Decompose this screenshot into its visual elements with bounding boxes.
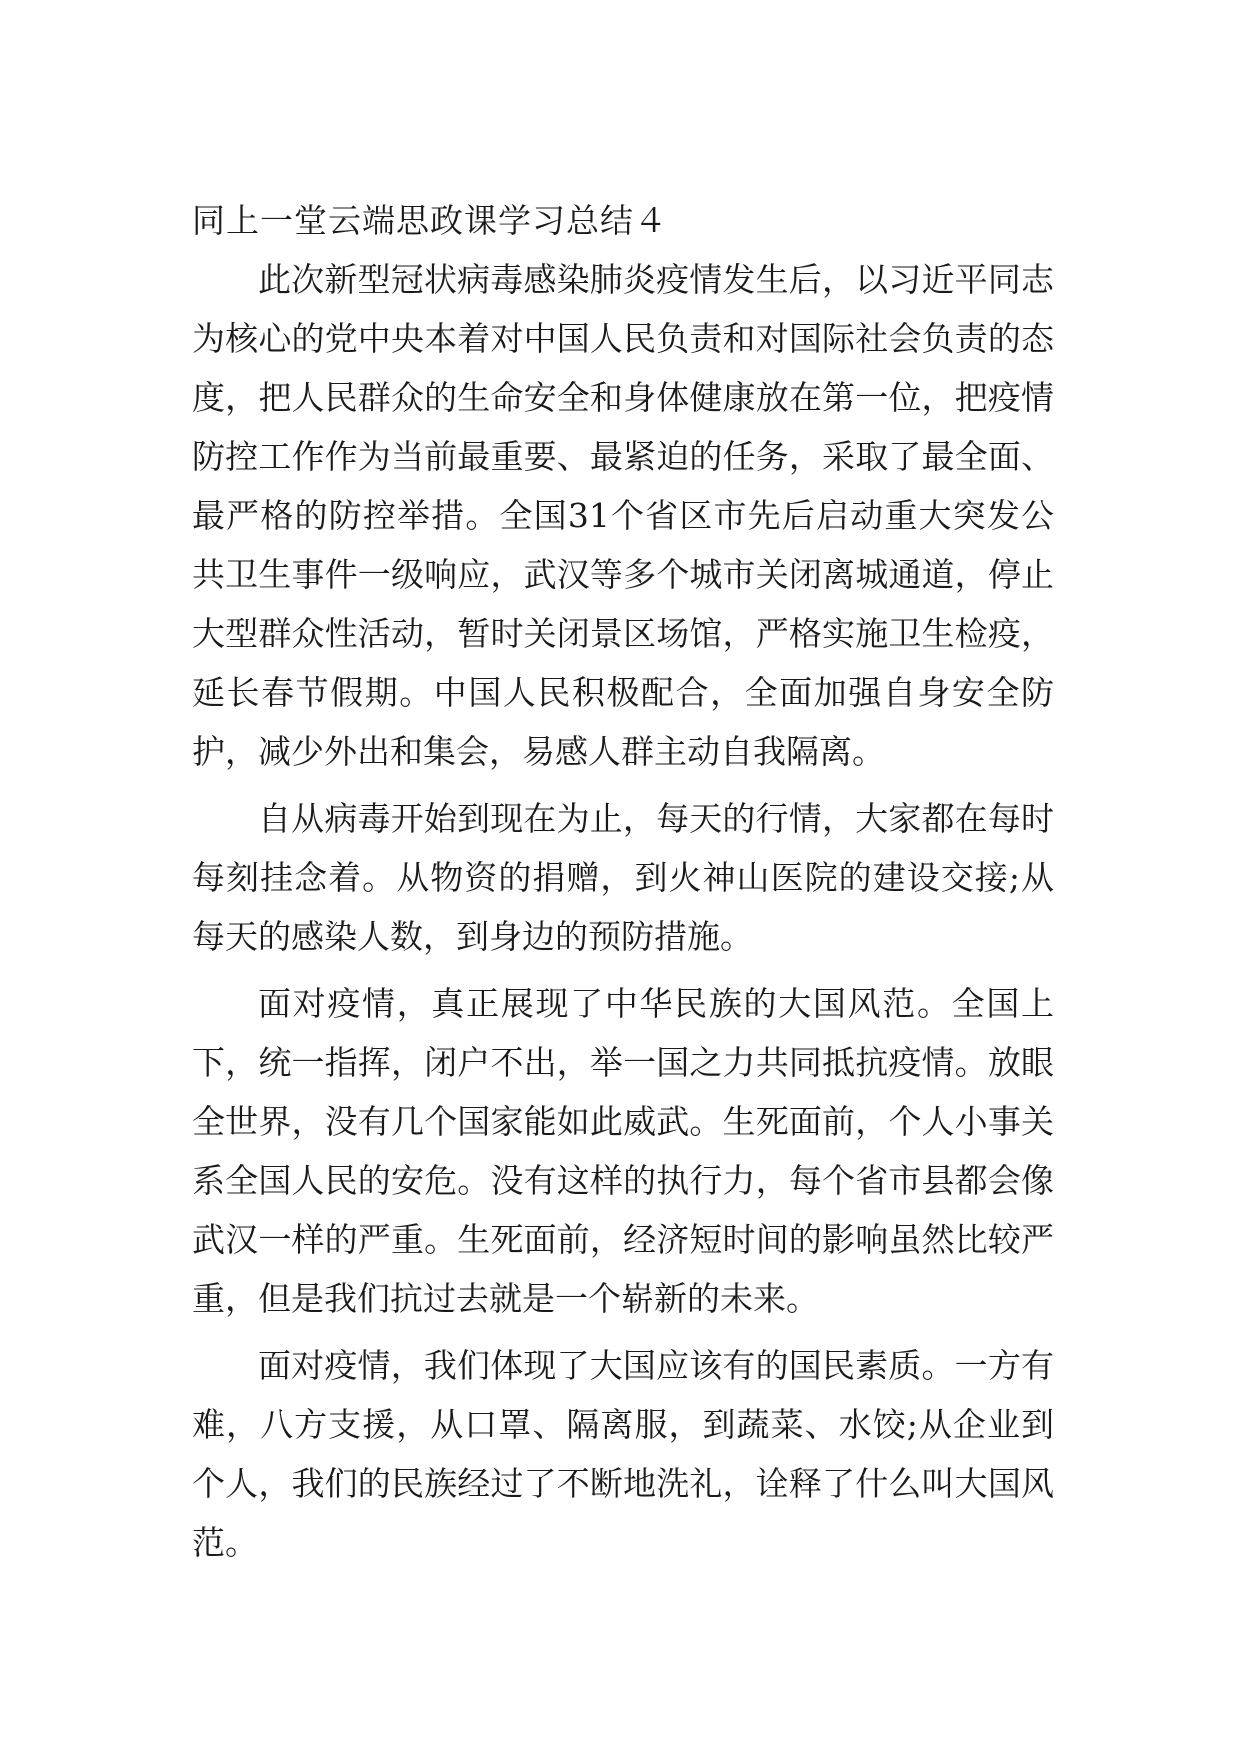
paragraph-3: 面对疫情，真正展现了中华民族的大国风范。全国上下，统一指挥，闭户不出，举一国之力共同抵抗疫情。放眼全世界，没有几个国家能如此威武。生死面前，个人小事关系全国人民的安危。没有这样的执行力，每个省市县都会像武汉一样的严重。生死面前，经济短时间的影响虽然比较严重，但是我们抗过去就是一个崭新的未来。 [192, 984, 1054, 1318]
paragraph-1: 此次新型冠状病毒感染肺炎疫情发生后，以习近平同志为核心的党中央本着对中国人民负责和对国际社会负责的态度，把人民群众的生命安全和身体健康放在第一位，把疫情防控工作作为当前最重要、最紧迫的任务，采取了最全面、最严格的防控举措。全国31个省区市先后启动重大突发公共卫生事件一级响应，武汉等多个城市关闭离城通道，停止大型群众性活动，暂时关闭景区场馆，严格实施卫生检疫，延长春节假期。中国人民积极配合，全面加强自身安全防护，减少外出和集会，易感人群主动自我隔离。 [192, 260, 1054, 771]
document-content [192, 191, 1054, 1580]
paragraph-2: 自从病毒开始到现在为止，每天的行情，大家都在每时每刻挂念着。从物资的捐赠，到火神山医院的建设交接;从每天的感染人数，到身边的预防措施。 [192, 799, 1054, 956]
paragraph-4: 面对疫情，我们体现了大国应该有的国民素质。一方有难，八方支援，从口罩、隔离服，到蔬菜、水饺;从企业到个人，我们的民族经过了不断地洗礼，诠释了什么叫大国风范。 [192, 1346, 1054, 1562]
document-title: 同上一堂云端思政课学习总结４ [192, 201, 668, 240]
